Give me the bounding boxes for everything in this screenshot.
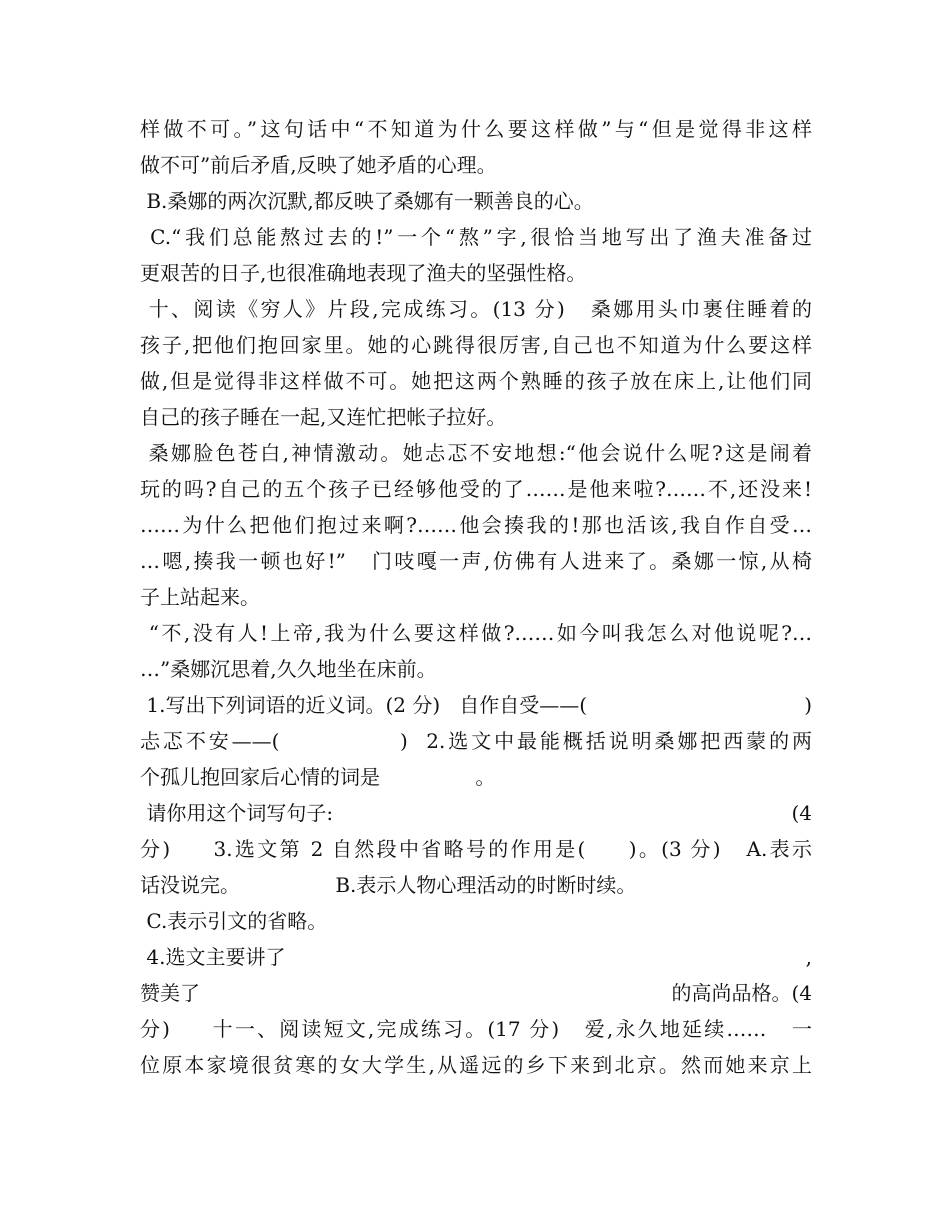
text-line: 样做不可。”这句话中“不知道为什么要这样做”与“但是觉得非这样	[140, 117, 812, 141]
score-text: (4	[791, 801, 812, 825]
question-text: 1.写出下列词语的近义词。(2 分) 自作自受——(	[140, 693, 588, 717]
section-heading-line: 分) 十一、阅读短文,完成练习。(17 分) 爱,永久地延续…… 一	[140, 1017, 812, 1041]
text-line: 做不可”前后矛盾,反映了她矛盾的心理。	[140, 153, 497, 177]
text-line: ……为什么把他们抱过来啊?……他会揍我的!那也活该,我自作自受…	[140, 513, 812, 537]
option-line: C.表示引文的省略。	[140, 909, 328, 933]
text-line: 子上站起来。	[140, 585, 260, 609]
text-line: B.桑娜的两次沉默,都反映了桑娜有一颗善良的心。	[140, 189, 594, 213]
answer-blank-close: )	[804, 693, 812, 717]
text-line: 位原本家境很贫寒的女大学生,从遥远的乡下来到北京。然而她来京上	[140, 1053, 812, 1077]
text-line: …”桑娜沉思着,久久地坐在床前。	[140, 657, 437, 681]
text-line: 桑娜脸色苍白,神情激动。她忐忑不安地想:“他会说什么呢?这是闹着	[140, 441, 812, 465]
text-line: 自己的孩子睡在一起,又连忙把帐子拉好。	[140, 405, 507, 429]
text-line: “不,没有人!上帝,我为什么要这样做?……如今叫我怎么对他说呢?…	[140, 621, 812, 645]
section-heading-line: 十、阅读《穷人》片段,完成练习。(13 分) 桑娜用头巾裹住睡着的	[140, 297, 812, 321]
question-text: 赞美了	[140, 981, 200, 1005]
question-ending: 的高尚品格。(4	[671, 981, 812, 1005]
question-text: 请你用这个词写句子:	[140, 801, 334, 825]
punctuation-text: ,	[805, 945, 812, 969]
text-line: 玩的吗?自己的五个孩子已经够他受的了……是他来啦?……不,还没来!	[140, 477, 812, 501]
question-line	[140, 975, 812, 1011]
question-line	[140, 687, 812, 723]
text-line: C.“我们总能熬过去的!”一个“熬”字,很恰当地写出了渔夫准备过	[140, 225, 812, 249]
text-line: …嗯,揍我一顿也好!” 门吱嘎一声,仿佛有人进来了。桑娜一惊,从椅	[140, 549, 812, 573]
question-line: 个孤儿抱回家后心情的词是 。	[140, 765, 496, 789]
question-line: 忐忑不安——( ) 2.选文中最能概括说明桑娜把西蒙的两	[140, 729, 812, 753]
question-text: 4.选文主要讲了	[140, 945, 286, 969]
question-line	[140, 795, 812, 831]
question-line: 分) 3.选文第 2 自然段中省略号的作用是( )。(3 分) A.表示	[140, 837, 812, 861]
text-line: 做,但是觉得非这样做不可。她把这两个熟睡的孩子放在床上,让他们同	[140, 369, 812, 393]
option-line: 话没说完。 B.表示人物心理活动的时断时续。	[140, 873, 637, 897]
question-line	[140, 939, 812, 975]
text-line: 更艰苦的日子,也很准确地表现了渔夫的坚强性格。	[140, 261, 587, 285]
text-line: 孩子,把他们抱回家里。她的心跳得很厉害,自己也不知道为什么要这样	[140, 333, 812, 357]
